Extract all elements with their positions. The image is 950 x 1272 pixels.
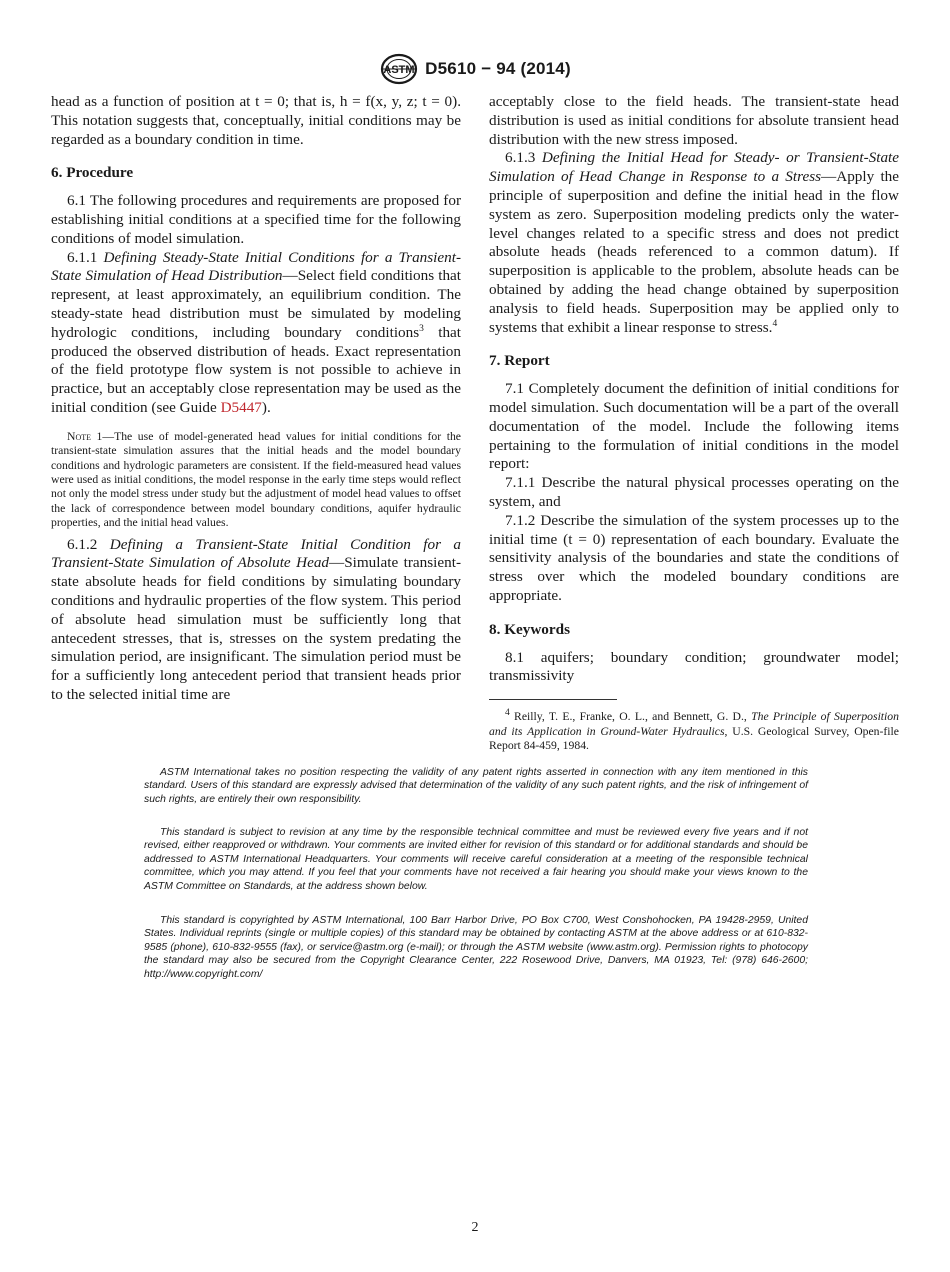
page-header <box>0 52 950 86</box>
paragraph-6-1-1: 6.1.1 Defining Steady-State Initial Conditions for a Transient-State Simulation of Head Distribution—Select field conditions that represent, at least approximately, an equilibrium condition. The steady-state head distribution must be simulated by modeling hydrologic conditions, including boundary conditions$^3$ that produced the observed distribution of heads. Exact representation of the field prototype flow system is not possible to achieve in practice, but an acceptably close representation may be used as the initial condition (see Guide D5447). <box>51 248 462 416</box>
guide-d5447-link[interactable]: D5447 <box>220 398 262 416</box>
note-label: Note 1 <box>67 429 103 443</box>
legal-notice-revision: This standard is subject to revision at any time by the responsible technical committee and must be reviewed every five years and if not revised, either reapproved or withdrawn. Your comments are invited either for revision of this standard or for additional standards and should be addressed to ASTM International Headquarters. Your comments will receive careful consideration at a meeting of the responsible technical committee, which you may attend. If you feel that your comments have not received a fair hearing you should make your views known to the ASTM Committee on Standards, at the address shown below. <box>144 827 808 892</box>
paragraph-title: Defining a Transient-State Initial Condition for a Transient-State Simulation of Absolute Head <box>51 535 462 572</box>
paragraph-title: Defining Steady-State Initial Conditions for a Transient-State Simulation of Head Distribution <box>51 248 462 285</box>
paragraph-7-1: 7.1 Completely document the definition of initial conditions for model simulation. Such documentation will be a part of the overall documentation of the model. Include the following items pertaining to the formulation of initial conditions in the model report: <box>489 380 899 473</box>
left-column <box>51 93 461 705</box>
section-heading-report: 7. Report <box>489 352 550 370</box>
right-column <box>489 93 899 753</box>
legal-notice-patent: ASTM International takes no position respecting the validity of any patent rights asserted in connection with any item mentioned in this standard. Users of this standard are expressly advised that determination of the validity of any such patent rights, and the risk of infringement of such rights, are entirely their own responsibility. <box>144 767 808 805</box>
paragraph-number: 6.1.2 <box>67 535 98 553</box>
note-1: Note 1—The use of model-generated head values for initial conditions for the transient-state simulation assures that the initial heads and the model boundary conditions and hydrologic parameters are consistent. If the field-measured head values were used as initial conditions, the model response in the early time steps would reflect not only the model stress under study but the adjustment of model head values to offset the lack of correspondence between model boundary conditions, aquifer hydraulic properties, and the initial head values. <box>51 429 461 530</box>
paragraph-6-1-2: 6.1.2 Defining a Transient-State Initial Condition for a Transient-State Simulation of Absolute Head—Simulate transient-state absolute heads for field conditions by simulating boundary conditions and hydraulic properties of the flow system. This period of absolute head simulation must be sufficiently long that antecedent stresses, that is, stresses on the system predating the simulation period, are insignificant. The simulation period must be for a sufficiently long antecedent period that transient heads prior to the selected initial time are <box>51 535 462 703</box>
paragraph-7-1-2: 7.1.2 Describe the simulation of the system processes up to the initial time (t = 0) representation of each boundary. Evaluate the sensitivity analysis of the boundaries and state the conditions of stress over which the modeled boundary conditions are appropriate. <box>489 511 899 604</box>
page-number: 2 <box>471 1220 479 1235</box>
section-heading-keywords: 8. Keywords <box>489 620 570 638</box>
astm-logo-icon <box>379 52 419 86</box>
paragraph-6-1-3: 6.1.3 Defining the Initial Head for Steady- or Transient-State Simulation of Head Change in Response to a Stress—Apply the principle of superposition and define the initial head in the flow system as zero. Superposition modeling predicts only the water-level changes related to a specific stress and does not predict absolute heads (heads referenced to a common datum). If superposition is applicable to the problem, absolute heads can be obtained by adding the head change obtained by superposition analysis to field heads. Superposition may be applied only to systems that exhibit a linear response to stress.$^4$ <box>489 149 900 336</box>
paragraph-number: 6.1.3 <box>505 149 536 167</box>
paragraph-number: 6.1.1 <box>67 248 98 266</box>
paragraph-7-1-1: 7.1.1 Describe the natural physical processes operating on the system, and <box>489 474 899 510</box>
footnote-ref-3[interactable]: 3 <box>419 323 424 334</box>
paragraph-8-1: 8.1 aquifers; boundary condition; groundwater model; transmissivity <box>489 648 899 685</box>
paragraph-6-1: 6.1 The following procedures and requirements are proposed for establishing initial conditions at a specified time for the following conditions of model simulation. <box>51 192 461 247</box>
footnote-divider <box>489 699 617 700</box>
paragraph-continuation: acceptably close to the field heads. The transient-state head distribution is used as initial conditions for absolute transient head distribution with the new stress imposed. <box>489 93 899 148</box>
footnote-marker: 4 <box>505 708 510 719</box>
legal-notice-copyright: This standard is copyrighted by ASTM International, 100 Barr Harbor Drive, PO Box C700, West Conshohocken, PA 19428-2959, United States. Individual reprints (single or multiple copies) of this standard may be obtained by contacting ASTM at the above address or at 610-832-9585 (phone), 610-832-9555 (fax), or service@astm.org (e-mail); or through the ASTM website (www.astm.org). Permission rights to photocopy the standard may also be secured from the Copyright Clearance Center, 222 Rosewood Drive, Danvers, MA 01923, Tel: (978) 646-2600; http://www.copyright.com/ <box>144 915 808 980</box>
reference-title: The Principle of Superposition and its Application in Ground-Water Hydraulics <box>489 710 899 738</box>
document-id: D5610 − 94 (2014) <box>425 59 571 78</box>
logo-text: ASTM <box>383 64 415 76</box>
paragraph-title: Defining the Initial Head for Steady- or Transient-State Simulation of Head Change in Response to a Stress <box>489 149 900 186</box>
paragraph-continuation: head as a function of position at t = 0; that is, h = f(x, y, z; t = 0). This notation suggests that, conceptually, initial conditions may be regarded as a boundary condition in time. <box>51 93 461 148</box>
section-heading-procedure: 6. Procedure <box>51 164 134 182</box>
footnote-ref-4[interactable]: 4 <box>772 318 778 329</box>
footnote-4: $^4$ Reilly, T. E., Franke, O. L., and Bennett, G. D., The Principle of Superposition and its Application in Ground-Water Hydraulics, U.S. Geological Survey, Open-file Report 84-459, 1984. <box>489 708 899 752</box>
